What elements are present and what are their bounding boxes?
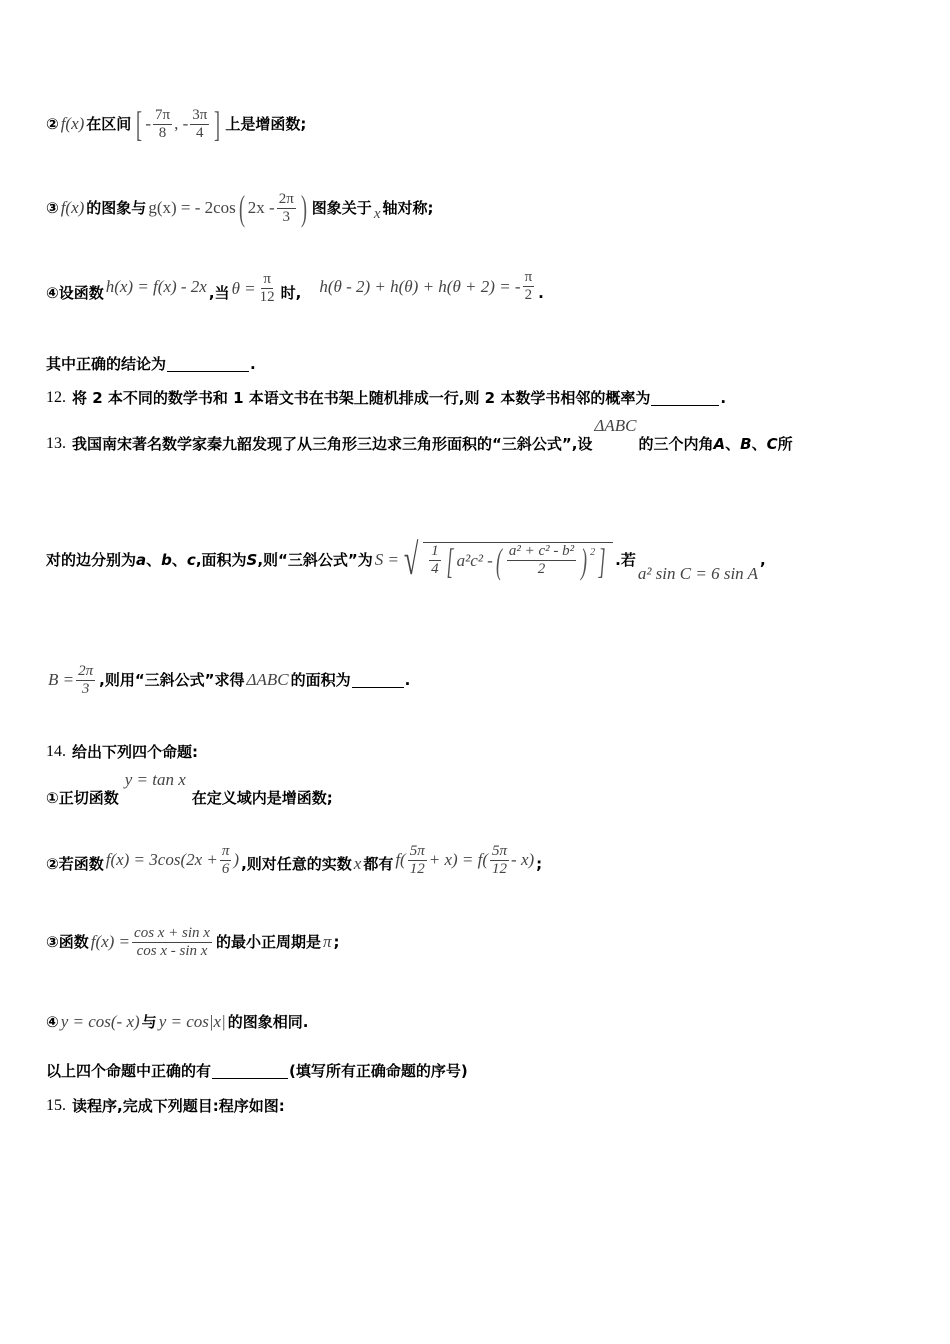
text: ,则“三斜公式”为 [257, 551, 373, 569]
text: 正切函数 [58, 789, 119, 807]
area-S: S [246, 551, 258, 569]
gx-expr: g(x) = - 2cos [148, 198, 236, 217]
numerator: π [524, 269, 533, 285]
question-13-line1: 13. 我国南宋著名数学家秦九韶发现了从三角形三边求三角形面积的“三斜公式”,设 ΔABC 的三个内角 A 、 B 、 C 所 [46, 416, 793, 453]
var-x: x [353, 854, 362, 873]
numerator: a² + c² - b² [508, 543, 575, 559]
question-text: 读程序,完成下列题目:程序如图: [72, 1097, 285, 1115]
condition: a² sin C = 6 sin A [637, 564, 758, 583]
text: 与 [141, 1013, 157, 1031]
numerator: cos x + sin x [134, 924, 210, 941]
text: ,则对任意的实数 [241, 855, 352, 873]
text: 时, [280, 283, 302, 302]
s-eq: S = [374, 550, 399, 569]
denominator: cos x - sin x [136, 942, 208, 959]
math-gx: g(x) = - 2cos ( 2x - $\frac{2\pi}{3}$ ) [148, 188, 307, 228]
conclusion-line: 其中正确的结论为 . [46, 355, 256, 373]
numerator: 5π [492, 842, 508, 859]
numerator: π [263, 271, 271, 287]
text: 设函数 [58, 283, 104, 302]
text: 所 [777, 435, 793, 453]
text: 的面积为 [290, 671, 351, 689]
proposition-3 [46, 920, 340, 964]
side-b: b [161, 551, 172, 569]
side-a: a [136, 551, 147, 569]
angle-B: B [740, 435, 752, 453]
numerator: 1 [431, 543, 439, 559]
a2c2: a²c² - [456, 550, 493, 570]
item-label: ② [46, 115, 59, 133]
item-label: ④ [46, 1013, 59, 1031]
text: ,面积为 [195, 551, 247, 569]
close-paren: ) [233, 850, 240, 869]
ratio-function [91, 925, 214, 960]
denominator: 4 [431, 561, 439, 577]
question-14 [46, 742, 198, 762]
text: 对的边分别为 [46, 551, 137, 569]
text: 在区间 [86, 115, 132, 133]
sqrt-body: $\frac{1}{4}$ [ a²c² - ( $\frac{\text{a² + c² - b²}}{2}$ ) 2 ] [423, 542, 613, 579]
symmetry-eq [395, 843, 534, 878]
f-expr: f(x) = 3cos(2x + [105, 850, 218, 869]
exponent: 2 [590, 546, 596, 558]
item-label: ④ [46, 283, 59, 302]
item-label: ① [46, 789, 59, 807]
question-13-line2: 对的边分别为 a 、 b 、 c ,面积为 S ,则“三斜公式”为 S = √ $\frac{1}{4}$ [ a²c² - ( $\frac{\text{a² + c² - b²}}{2}$ ) 2 ] .若 a² sin C = 6 sin A , [46, 535, 766, 584]
question-15 [46, 1096, 285, 1116]
statement-4 [46, 269, 544, 310]
text: 若函数 [58, 855, 104, 873]
text: , [760, 551, 766, 569]
text: 上是增函数; [225, 115, 307, 133]
conclusion-text: 其中正确的结论为 [46, 355, 167, 373]
interval: [ - $\frac{7\pi}{8}$ , - $\frac{3\pi}{4}$ ] [136, 104, 221, 144]
end-punct: ; [536, 855, 543, 873]
answer-blank[interactable] [352, 673, 404, 688]
note: (填写所有正确命题的序号) [289, 1062, 468, 1080]
item-label: ② [46, 855, 59, 873]
denominator: 3 [282, 208, 290, 225]
denominator: 8 [158, 124, 167, 141]
rhs: - x) [511, 850, 535, 869]
text: .若 [615, 551, 636, 569]
triangle-abc: ΔABC [594, 416, 637, 435]
text: 轴对称; [382, 199, 434, 217]
math-fx: f(x) [60, 114, 85, 133]
denominator: 12 [409, 860, 425, 877]
end-punct: ; [333, 933, 340, 951]
denominator: 3 [81, 680, 90, 697]
question-number: 13. [46, 435, 66, 452]
numerator: 5π [409, 842, 425, 859]
denominator: 6 [221, 860, 230, 877]
question-text: 给出下列四个命题: [72, 743, 198, 761]
f-expr: f(x) = [90, 932, 131, 951]
text: 函数 [58, 933, 89, 951]
text: ,则用“三斜公式”求得 [99, 671, 245, 689]
numerator: 2π [278, 190, 294, 207]
mid: + x) = f( [428, 850, 489, 869]
denominator: 2 [524, 287, 533, 303]
end-punct: . [720, 389, 727, 407]
text: 在定义域内是增函数; [191, 789, 333, 807]
proposition-2 [46, 844, 542, 884]
denominator: 2 [537, 561, 546, 577]
end-punct: . [404, 671, 411, 689]
question-12 [46, 388, 726, 408]
statement-2 [46, 106, 306, 142]
tan-function: y = tan x [124, 770, 186, 789]
proposition-4 [46, 1012, 308, 1032]
lhs: f( [395, 850, 406, 869]
formula-S [374, 535, 613, 584]
text: ,当 [208, 283, 230, 302]
side-c: c [186, 551, 196, 569]
answer-blank[interactable] [651, 391, 719, 406]
arg: 2x - [247, 198, 275, 217]
math-fx: f(x) [60, 198, 85, 217]
statement-3 [46, 190, 433, 226]
sum-expr: h(θ - 2) + h(θ) + h(θ + 2) = - [319, 276, 521, 296]
sqrt-icon: √ [403, 535, 419, 584]
math-hx: h(x) = f(x) - 2x [105, 276, 207, 296]
cos-neg-x: y = cos(- x) [60, 1012, 140, 1031]
denominator: 12 [492, 860, 508, 877]
math-theta [232, 271, 279, 306]
numerator: 3π [192, 106, 208, 123]
question-number: 14. [46, 743, 66, 760]
text: 的图象相同. [227, 1013, 309, 1031]
text: 的最小正周期是 [215, 933, 321, 951]
denominator: 12 [259, 289, 275, 305]
numerator: 7π [154, 106, 171, 123]
angle-A: A [713, 435, 726, 453]
text: 图象关于 [311, 199, 372, 217]
answer-blank[interactable] [167, 357, 249, 372]
text: 的三个内角 [638, 435, 714, 453]
math-sum [319, 269, 536, 304]
triangle-abc: ΔABC [246, 670, 289, 689]
B-value [48, 663, 97, 698]
b-eq: B = [48, 670, 75, 689]
proposition-1 [46, 770, 333, 808]
text: . [538, 283, 544, 302]
item-label: ③ [46, 199, 59, 217]
cos-abs-x: y = cos|x| [158, 1012, 226, 1031]
question-number: 15. [46, 1097, 66, 1114]
cos-function [106, 843, 239, 878]
pi: π [322, 932, 332, 951]
text: 的图象与 [86, 199, 147, 217]
text: 都有 [363, 855, 394, 873]
question-13-line3 [46, 658, 410, 702]
conclusion-text: 以上四个命题中正确的有 [46, 1062, 212, 1080]
theta: θ = [231, 278, 256, 298]
numerator: 2π [78, 662, 94, 679]
axis-x: x [373, 206, 381, 222]
denominator: 4 [196, 124, 204, 141]
question-number: 12. [46, 389, 66, 406]
angle-C: C [766, 435, 778, 453]
question-text: 将 2 本不同的数学书和 1 本语文书在书架上随机排成一行,则 2 本数学书相邻的概率为 [72, 389, 651, 407]
answer-blank[interactable] [212, 1064, 288, 1079]
question-14-conclusion [46, 1061, 468, 1081]
question-text: 我国南宋著名数学家秦九韶发现了从三角形三边求三角形面积的“三斜公式”,设 [72, 435, 593, 453]
item-label: ③ [46, 933, 59, 951]
numerator: π [221, 842, 230, 859]
